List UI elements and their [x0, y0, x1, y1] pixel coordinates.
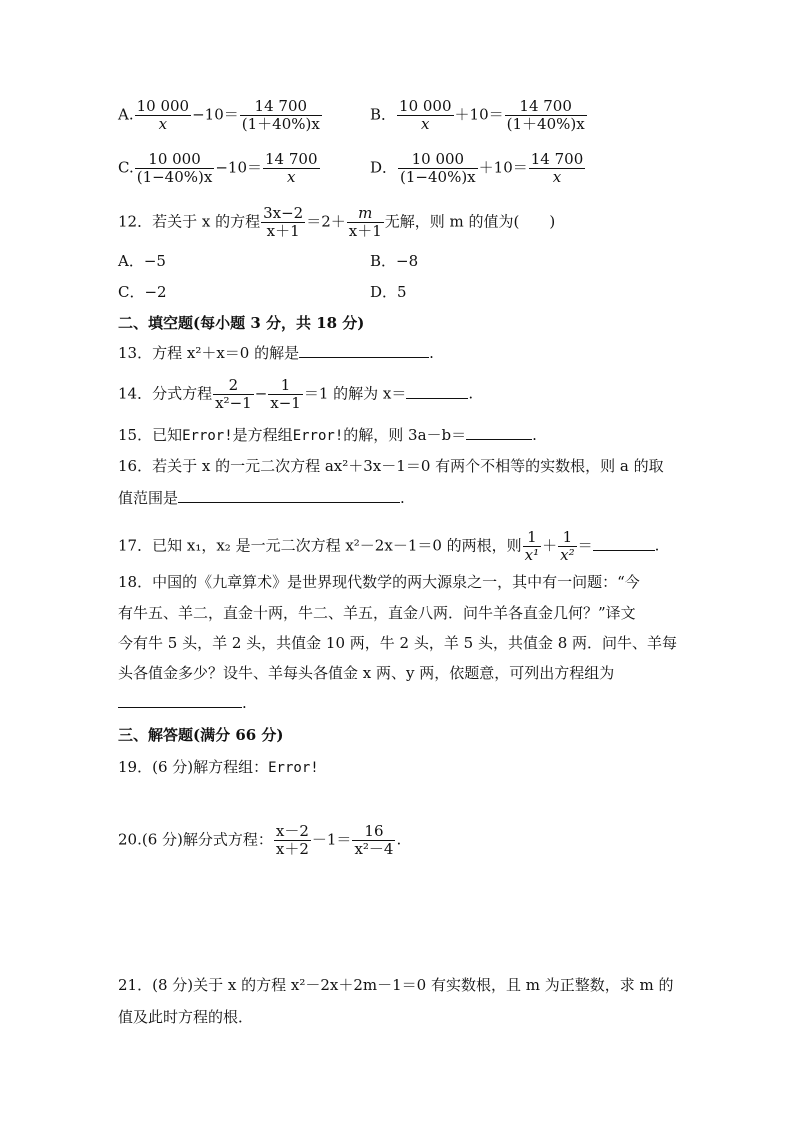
question-text: 的解，则 3a－b＝ [343, 426, 467, 444]
period: . [396, 830, 402, 849]
section-heading-answer: 三、解答题(满分 66 分) [118, 726, 284, 744]
question-text: 是方程组 [232, 426, 293, 444]
denominator: x [158, 115, 168, 133]
denominator: x [421, 115, 430, 133]
operator: ＋ [542, 536, 558, 555]
operator: −10＝ [192, 105, 239, 124]
question-text: 19．(6 分)解方程组： [118, 758, 269, 776]
question-text: 17．已知 x₁，x₂ 是一元二次方程 x²－2x－1＝0 的两根，则 [118, 536, 522, 555]
numerator: 10 000 [136, 97, 190, 115]
q11-option-b [370, 98, 588, 133]
choice-value: −5 [143, 252, 166, 270]
question-12 [118, 205, 555, 240]
denominator: x [287, 168, 296, 186]
denominator: x＋1 [348, 222, 382, 240]
numerator: 1 [558, 529, 576, 547]
numerator: 3x−2 [263, 204, 304, 222]
choice-label: D． [370, 283, 398, 301]
numerator: 2 [213, 377, 254, 395]
numerator: 1 [268, 377, 303, 395]
fraction [352, 823, 395, 858]
question-16-line-2 [118, 488, 405, 508]
period: . [242, 694, 247, 712]
question-13 [118, 343, 434, 363]
question-text: 13．方程 x²＋x＝0 的解是 [118, 344, 300, 362]
answer-blank[interactable] [178, 488, 400, 503]
period: . [468, 384, 474, 403]
denominator: x²−1 [215, 394, 252, 412]
error-placeholder: Error! [268, 760, 319, 776]
fraction [398, 151, 478, 186]
question-17 [118, 529, 659, 564]
denominator: x＋2 [275, 840, 309, 858]
q12-choice-b [370, 251, 418, 271]
question-text: 无解，则 m 的值为( ) [384, 212, 556, 231]
answer-blank[interactable] [466, 425, 532, 440]
numerator: 14 700 [265, 150, 318, 168]
fraction [529, 151, 586, 186]
choice-label: C． [118, 283, 145, 301]
question-21-line-2: 值及此时方程的根． [118, 1008, 254, 1026]
question-19 [118, 757, 319, 778]
choice-value: −2 [144, 283, 167, 301]
section-heading-fill-in: 二、填空题(每小题 3 分，共 18 分) [118, 314, 365, 332]
question-18-line-5 [118, 693, 247, 713]
q11-option-c [118, 151, 321, 186]
answer-blank[interactable] [406, 384, 468, 399]
option-label: A. [118, 105, 134, 124]
operator: − [254, 384, 268, 403]
question-18-line-3: 今有牛 5 头，羊 2 头，共值金 10 两，牛 2 头，羊 5 头，共值金 8 两．问牛、羊每 [118, 634, 678, 652]
q12-choice-a [118, 251, 166, 271]
question-14 [118, 377, 473, 412]
question-text: 值范围是 [118, 489, 179, 507]
q12-choice-c [118, 282, 167, 302]
question-21-line-1: 21．(8 分)关于 x 的方程 x²－2x＋2m－1＝0 有实数根，且 m 为正整数，求 m 的 [118, 976, 674, 994]
period: . [532, 426, 537, 444]
numerator: 16 [352, 823, 395, 841]
error-placeholder: Error! [292, 428, 344, 444]
numerator: 14 700 [240, 98, 322, 116]
operator: ＋10＝ [478, 158, 528, 177]
question-16-line-1: 16．若关于 x 的一元二次方程 ax²＋3x－1＝0 有两个不相等的实数根，则 a 的取 [118, 457, 664, 475]
choice-value: 5 [397, 283, 407, 301]
denominator: x＋1 [266, 222, 300, 240]
numerator: 14 700 [505, 98, 587, 116]
q11-option-a [118, 98, 323, 133]
option-label: B． [370, 105, 397, 124]
fraction [397, 98, 454, 133]
numerator: 1 [523, 529, 541, 547]
operator: ＋10＝ [454, 105, 504, 124]
fraction [261, 205, 305, 240]
denominator: x−1 [270, 394, 301, 412]
answer-blank[interactable] [593, 536, 655, 551]
denominator: (1＋40%)x [506, 115, 585, 133]
choice-value: −8 [396, 252, 419, 270]
answer-blank[interactable] [299, 343, 429, 358]
option-label: C. [118, 158, 134, 177]
fraction [135, 98, 192, 133]
denominator: (1＋40%)x [241, 115, 320, 133]
numerator: 10 000 [399, 97, 452, 115]
operator: −10＝ [215, 158, 262, 177]
fraction [347, 205, 384, 240]
fraction [274, 823, 311, 858]
question-text: ＝1 的解为 x＝ [303, 384, 407, 403]
fraction [135, 151, 215, 186]
question-text: 20.(6 分)解分式方程： [118, 830, 273, 849]
question-18-line-4: 头各值金多少？设牛、羊每头各值金 x 两、y 两，依题意，可列出方程组为 [118, 664, 615, 682]
choice-label: A． [118, 252, 144, 270]
fraction [263, 151, 320, 186]
numerator: 14 700 [530, 150, 584, 168]
denominator: (1−40%)x [136, 168, 213, 186]
denominator: x² [560, 546, 575, 564]
numerator: 10 000 [398, 151, 478, 169]
fraction [240, 98, 322, 133]
denominator: (1−40%)x [400, 168, 476, 186]
choice-label: B． [370, 252, 397, 270]
period: . [400, 489, 405, 507]
numerator: 10 000 [135, 151, 215, 169]
question-text: 12．若关于 x 的方程 [118, 212, 261, 231]
period: . [654, 536, 660, 555]
operator: －1＝ [311, 830, 352, 849]
question-text: 14．分式方程 [118, 384, 213, 403]
fraction [558, 529, 576, 564]
question-15 [118, 425, 537, 446]
question-18-line-2: 有牛五、羊二，直金十两，牛二、羊五，直金八两．问牛羊各直金几何？”译文 [118, 604, 636, 622]
answer-blank[interactable] [118, 693, 242, 708]
question-20 [118, 823, 401, 858]
q12-choice-d [370, 282, 407, 302]
denominator: x²－4 [354, 840, 394, 858]
option-label: D． [370, 158, 398, 177]
question-18-line-1: 18．中国的《九章算术》是世界现代数学的两大源泉之一，其中有一问题：“今 [118, 573, 640, 591]
fraction [268, 377, 303, 412]
denominator: x¹ [524, 546, 540, 564]
operator: ＝ [577, 536, 593, 555]
numerator: x－2 [275, 822, 309, 840]
fraction [505, 98, 587, 133]
period: . [429, 344, 434, 362]
fraction [523, 529, 541, 564]
error-placeholder: Error! [182, 428, 233, 444]
fraction [213, 377, 254, 412]
q11-option-d [370, 151, 586, 186]
denominator: x [552, 168, 562, 186]
operator: ＝2＋ [306, 212, 346, 231]
question-text: 15．已知 [118, 426, 183, 444]
numerator: m [347, 205, 384, 223]
